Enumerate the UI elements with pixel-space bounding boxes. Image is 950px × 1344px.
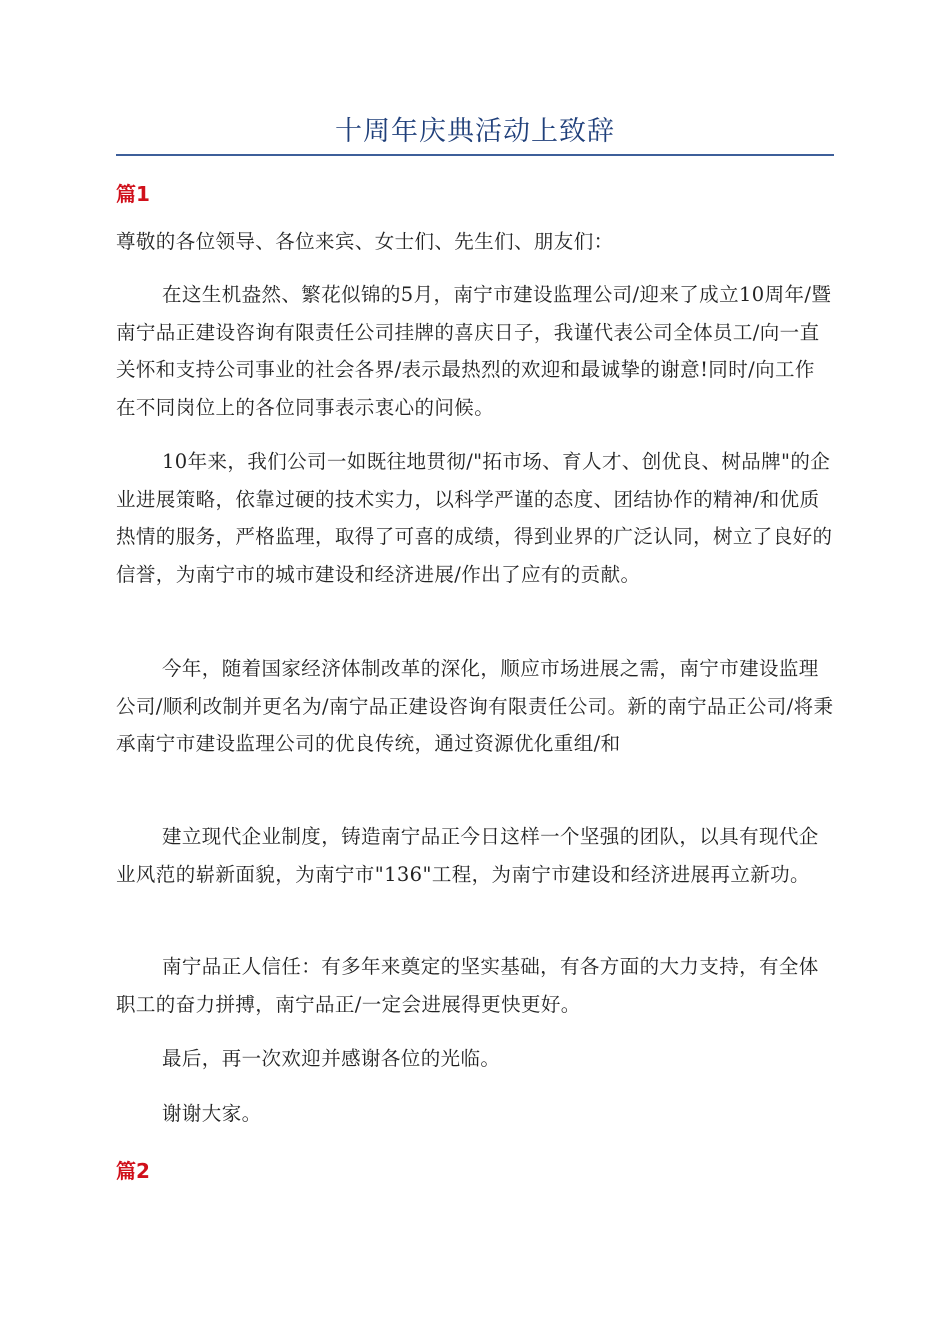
paragraph-1: 在这生机盎然、繁花似锦的5月，南宁市建设监理公司/迎来了成立10周年/暨南宁品正建设咨询有限责任公司挂牌的喜庆日子，我谨代表公司全体员工/向一直关怀和支持公司事业的社会各界/表示最热烈的欢迎和最诚挚的谢意!同时/向工作在不同岗位上的各位同事表示衷心的问候。 [116,283,832,419]
title-divider [116,154,834,156]
paragraph-6: 最后，再一次欢迎并感谢各位的光临。 [162,1047,501,1070]
section-heading-2: 篇2 [116,1159,150,1183]
paragraph-2: 10年来，我们公司一如既往地贯彻/"拓市场、育人才、创优良、树品牌"的企业进展策略，依靠过硬的技术实力，以科学严谨的态度、团结协作的精神/和优质热情的服务，严格监理，取得了可喜的成绩，得到业界的广泛认同，树立了良好的信誉，为南宁市的城市建设和经济进展/作出了应有的贡献。 [116,450,833,586]
section-heading-1: 篇1 [116,182,150,206]
paragraph-3: 今年，随着国家经济体制改革的深化，顺应市场进展之需，南宁市建设监理公司/顺利改制并更名为/南宁品正建设咨询有限责任公司。新的南宁品正公司/将秉承南宁市建设监理公司的优良传统，通过资源优化重组/和 [116,657,834,755]
greeting-line: 尊敬的各位领导、各位来宾、女士们、先生们、朋友们： [116,230,614,253]
paragraph-4: 建立现代企业制度，铸造南宁品正今日这样一个坚强的团队，以具有现代企业风范的崭新面貌，为南宁市"136"工程，为南宁市建设和经济进展再立新功。 [116,825,819,886]
paragraph-5: 南宁品正人信任：有多年来奠定的坚实基础，有各方面的大力支持，有全体职工的奋力拼搏，南宁品正/一定会进展得更快更好。 [116,955,819,1016]
document-title: 十周年庆典活动上致辞 [335,116,615,147]
closing-thanks: 谢谢大家。 [162,1102,262,1125]
